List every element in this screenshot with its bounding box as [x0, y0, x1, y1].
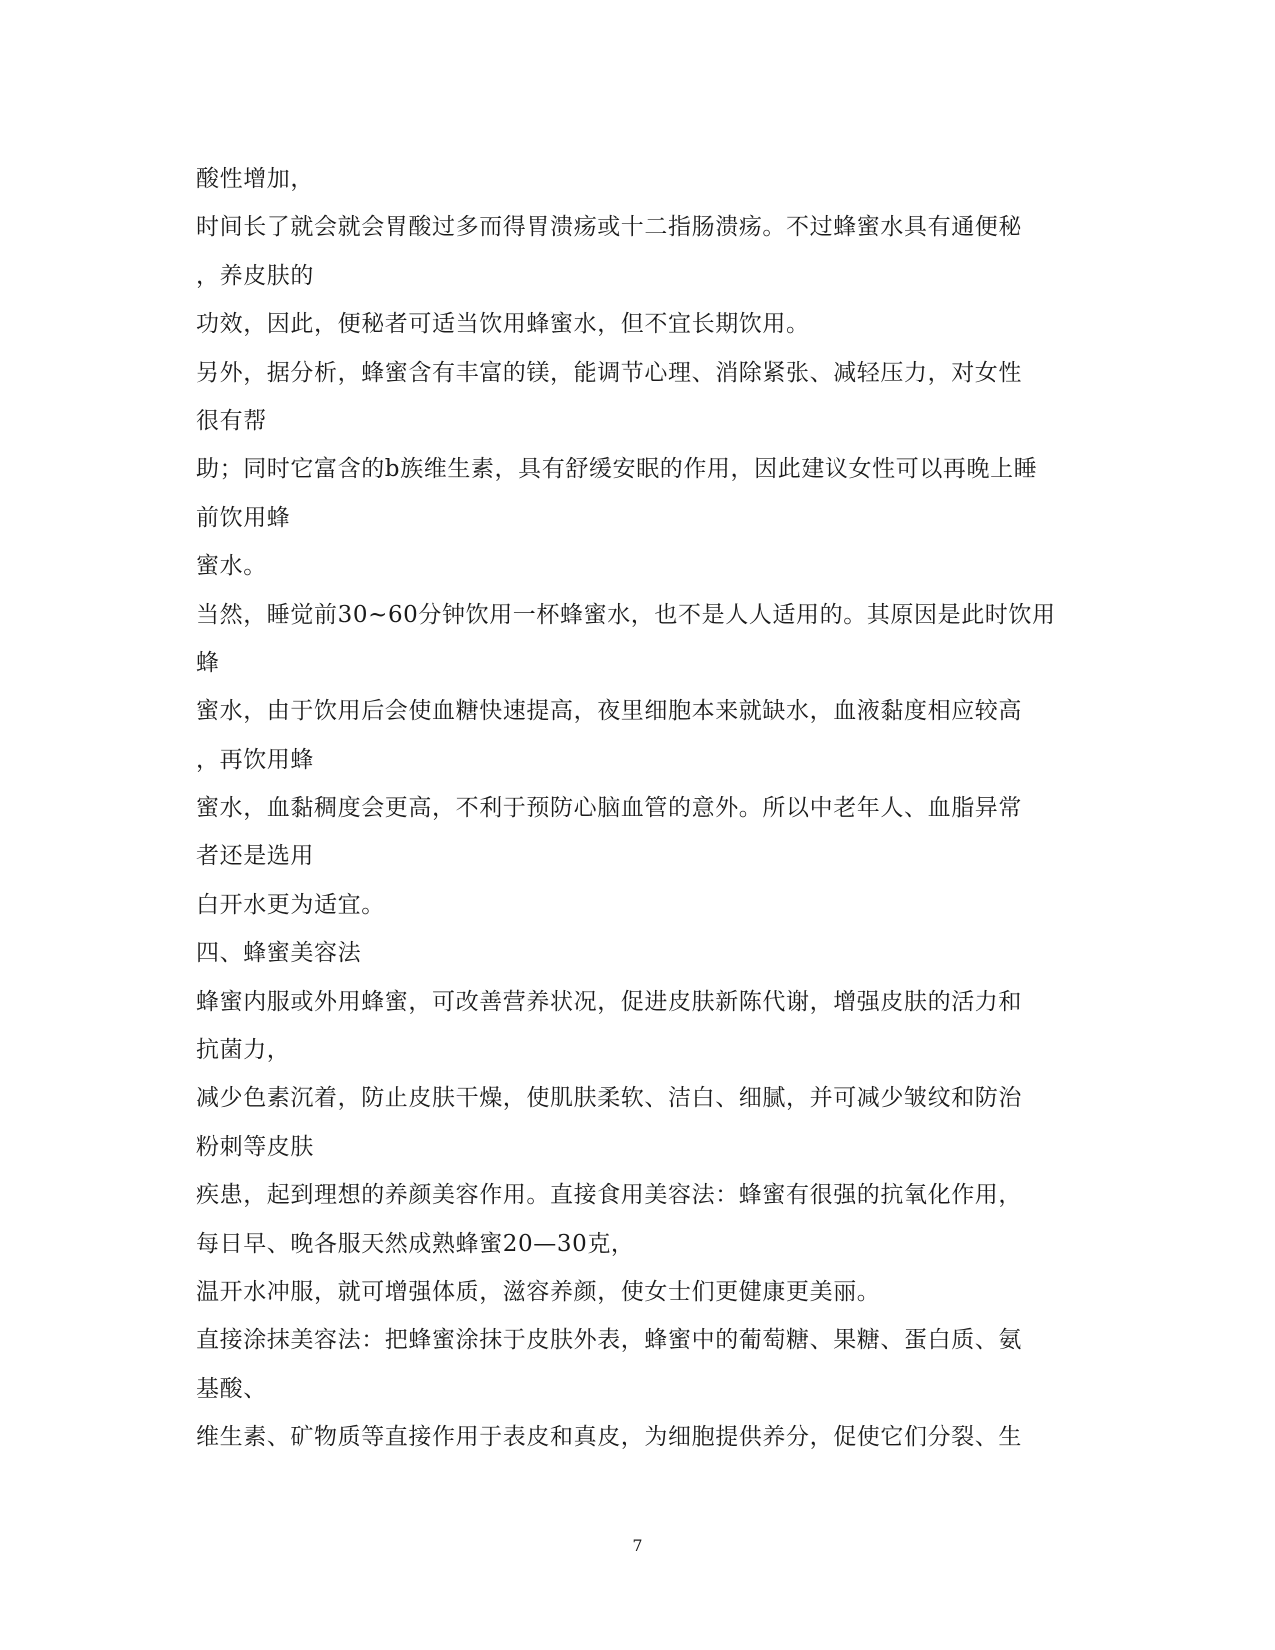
text-line: ，再饮用蜂	[196, 746, 314, 773]
section-heading: 四、蜂蜜美容法	[196, 940, 362, 967]
text-line: 助；同时它富含的b族维生素，具有舒缓安眠的作用，因此建议女性可以再晚上睡	[196, 456, 1038, 483]
text-line: 蜜水。	[196, 553, 267, 580]
text-line: 酸性增加，	[196, 166, 314, 192]
text-line: 另外，据分析，蜂蜜含有丰富的镁，能调节心理、消除紧张、减轻压力，对女性	[196, 359, 1022, 386]
text-line: 白开水更为适宜。	[196, 891, 385, 918]
text-line: 者还是选用	[196, 843, 314, 870]
text-line: 蜜水，由于饮用后会使血糖快速提高，夜里细胞本来就缺水，血液黏度相应较高	[196, 698, 1022, 725]
text-line: 粉刺等皮肤	[196, 1133, 314, 1160]
text-line: 抗菌力，	[196, 1037, 291, 1064]
text-line: 直接涂抹美容法：把蜂蜜涂抹于皮肤外表，蜂蜜中的葡萄糖、果糖、蛋白质、氨	[196, 1327, 1022, 1354]
text-line: 基酸、	[196, 1375, 267, 1402]
text-line: 很有帮	[196, 407, 267, 434]
text-line: 疾患，起到理想的养颜美容作用。直接食用美容法：蜂蜜有很强的抗氧化作用，	[196, 1182, 1022, 1209]
text-line: 蜂蜜内服或外用蜂蜜，可改善营养状况，促进皮肤新陈代谢，增强皮肤的活力和	[196, 988, 1022, 1015]
text-line: 蜂	[196, 649, 220, 676]
text-line: 减少色素沉着，防止皮肤干燥，使肌肤柔软、洁白、细腻，并可减少皱纹和防治	[196, 1085, 1022, 1112]
text-line: 每日早、晚各服天然成熟蜂蜜20—30克，	[196, 1230, 635, 1257]
text-line: 蜜水，血黏稠度会更高，不利于预防心脑血管的意外。所以中老年人、血脂异常	[196, 795, 1022, 822]
text-line: 温开水冲服，就可增强体质，滋容养颜，使女士们更健康更美丽。	[196, 1278, 881, 1305]
text-line: 前饮用蜂	[196, 504, 291, 531]
text-line: 功效，因此，便秘者可适当饮用蜂蜜水，但不宜长期饮用。	[196, 311, 810, 338]
text-line: 时间长了就会就会胃酸过多而得胃溃疡或十二指肠溃疡。不过蜂蜜水具有通便秘	[196, 214, 1022, 241]
body-text	[196, 155, 1096, 1462]
text-line: ，养皮肤的	[196, 262, 314, 289]
text-line: 当然，睡觉前30~60分钟饮用一杯蜂蜜水，也不是人人适用的。其原因是此时饮用	[196, 601, 1056, 628]
page-number: 7	[632, 1536, 643, 1555]
text-line: 维生素、矿物质等直接作用于表皮和真皮，为细胞提供养分，促使它们分裂、生	[196, 1424, 1022, 1451]
